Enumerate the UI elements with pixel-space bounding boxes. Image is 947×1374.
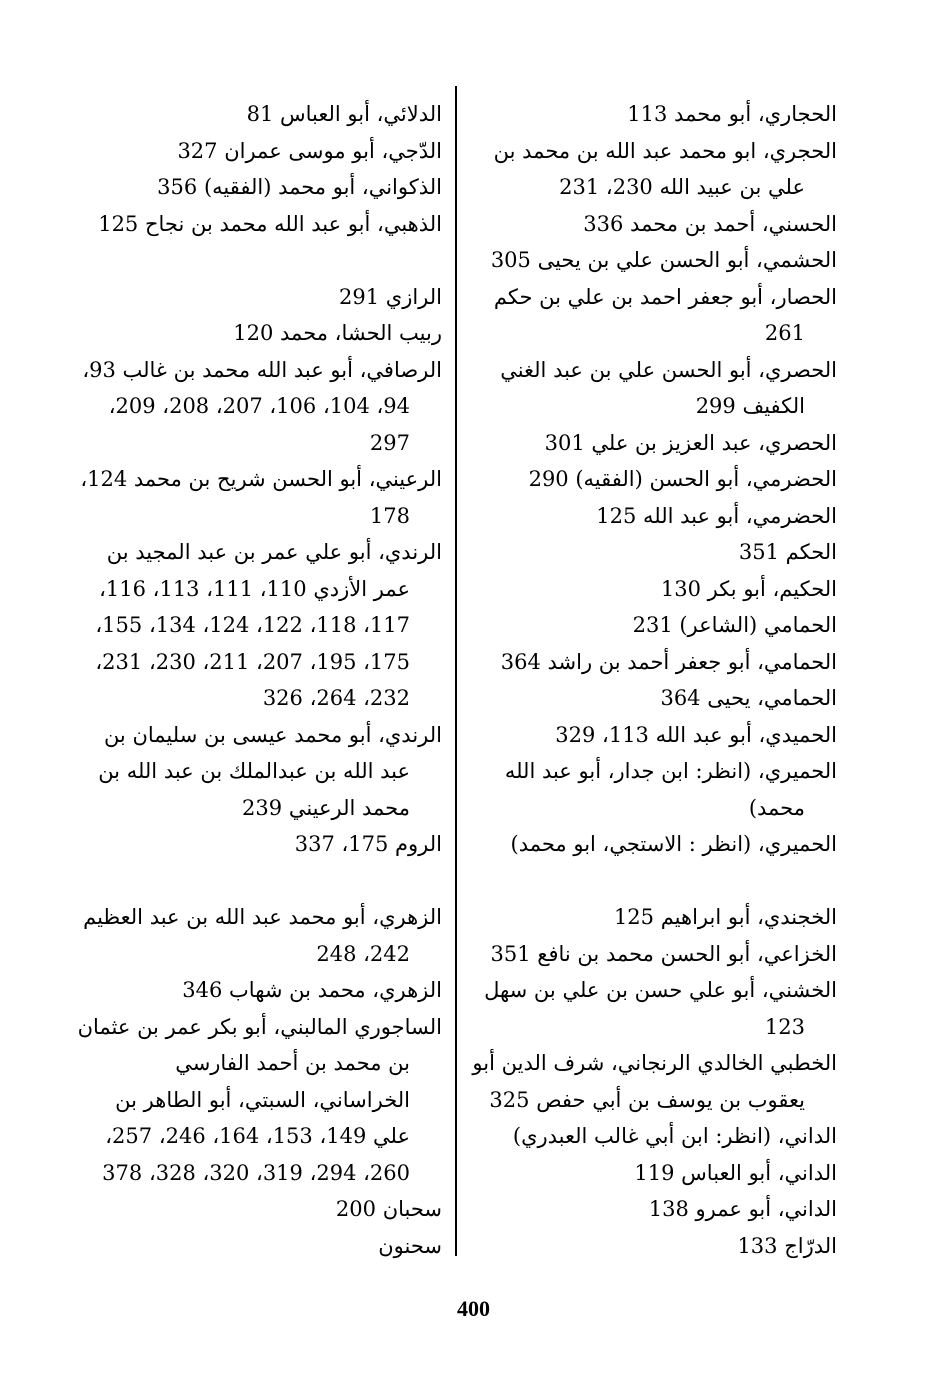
index-entry (57, 352, 442, 462)
entry-continuation-line: عبد الله بن عبدالملك بن عبد الله بن (98, 759, 410, 783)
page-number: 400 (457, 1296, 490, 1321)
entry-line: الداني، (انظر: ابن أبي غالب العبدري) (512, 1124, 837, 1148)
index-entry (452, 96, 837, 133)
entry-line: الحكم 351 (738, 540, 837, 564)
entry-line: الحميدي، أبو عبد الله 113، 329 (555, 722, 837, 747)
index-entry (452, 279, 837, 352)
entry-continuation-line: بن محمد بن أحمد الفارسي (175, 1051, 410, 1075)
entry-line: الحميري، (انظر : الاستجي، ابو محمد) (510, 832, 837, 856)
entry-line: الرصافي، أبو عبد الله محمد بن غالب 93، (82, 357, 442, 382)
entry-line: الداني، أبو عمرو 138 (648, 1197, 837, 1221)
entry-continuation-line: 178 (369, 503, 410, 528)
entry-line: الدلائي، أبو العباس 81 (246, 102, 442, 126)
entry-line: الحصري، عبد العزيز بن علي 301 (544, 430, 837, 455)
entry-continuation-line: 175، 195، 207، 211، 230، 231، (95, 649, 410, 674)
section-gap (57, 863, 442, 900)
entry-line: الساجوري المالبني، أبو بكر عمر بن عثمان (77, 1014, 442, 1039)
index-entry (57, 279, 442, 316)
entry-line: الحميري، (انظر: ابن جدار، أبو عبد الله (504, 759, 837, 783)
entry-line: الرندي، أبو محمد عيسى بن سليمان بن (103, 722, 442, 747)
index-entry (57, 315, 442, 352)
entry-continuation-line: 94، 104، 106، 207، 208، 209، (108, 394, 410, 418)
index-entry (57, 717, 442, 827)
index-entry (57, 1228, 442, 1265)
entry-line: الخجندي، أبو ابراهيم 125 (613, 905, 837, 929)
entry-continuation-line: علي 149، 153، 164، 246، 257، (105, 1124, 410, 1148)
entry-line: الدرّاج 133 (737, 1233, 837, 1258)
entry-line: الحضرمي، أبو الحسن (الفقيه) 290 (528, 467, 837, 491)
entry-continuation-line: يعقوب بن يوسف بن أبي حفص 325 (489, 1087, 805, 1112)
entry-continuation-line: الكفيف 299 (695, 394, 805, 418)
index-entry (57, 534, 442, 717)
index-entry (452, 352, 837, 425)
entry-line: الحضرمي، أبو عبد الله 125 (596, 503, 837, 528)
index-entry (452, 242, 837, 279)
entry-continuation-line: 260، 294، 319، 320، 328، 378 (102, 1160, 410, 1185)
entry-line: الحكيم، أبو بكر 130 (660, 576, 837, 601)
entry-line: الحصري، أبو الحسن علي بن عبد الغني (500, 357, 837, 382)
index-entry (57, 1009, 442, 1192)
index-entry (452, 826, 837, 863)
index-entry (452, 498, 837, 535)
index-entry (452, 607, 837, 644)
index-column-right (452, 96, 837, 1264)
index-entry (452, 133, 837, 206)
index-entry (452, 1155, 837, 1192)
index-entry (452, 1118, 837, 1155)
index-entry (452, 899, 837, 936)
entry-line: الحمامي (الشاعر) 231 (632, 613, 837, 637)
entry-line: سحنون (378, 1233, 442, 1258)
index-entry (452, 534, 837, 571)
entry-continuation-line: 232، 264، 326 (262, 686, 410, 710)
entry-continuation-line: محمد) (748, 795, 805, 820)
entry-line: الحصار، أبو جعفر احمد بن علي بن حكم (493, 284, 837, 309)
entry-continuation-line: عمر الأزدي 110، 111، 113، 116، (99, 576, 410, 601)
index-entry (452, 972, 837, 1045)
entry-line: الحجري، ابو محمد عبد الله بن محمد بن (493, 138, 837, 163)
column-divider (455, 86, 457, 1256)
entry-line: الداني، أبو العباس 119 (634, 1160, 837, 1185)
entry-line: الدّجي، أبو موسى عمران 327 (177, 138, 442, 163)
entry-line: الحمامي، يحيى 364 (660, 686, 837, 710)
index-entry (57, 133, 442, 170)
index-entry (57, 1191, 442, 1228)
index-entry (57, 169, 442, 206)
entry-line: الرعيني، أبو الحسن شريح بن محمد 124، (80, 467, 442, 491)
entry-line: الذكواني، أبو محمد (الفقيه) 356 (157, 175, 442, 199)
section-gap (57, 242, 442, 279)
entry-continuation-line: الخراساني، السبتي، أبو الطاهر بن (115, 1087, 410, 1112)
entry-line: الحسني، أحمد بن محمد 336 (583, 211, 837, 236)
index-entry (452, 1191, 837, 1228)
entry-line: الخطبي الخالدي الرنجاني، شرف الدين أبو (472, 1051, 837, 1075)
entry-continuation-line: محمد الرعيني 239 (242, 795, 410, 820)
entry-line: الروم 175، 337 (294, 832, 442, 856)
index-entry (57, 899, 442, 972)
entry-line: الخشني، أبو علي حسن بن علي بن سهل (484, 978, 837, 1002)
index-entry (452, 425, 837, 462)
entry-line: الرندي، أبو علي عمر بن عبد المجيد بن (106, 540, 442, 564)
index-entry (452, 1228, 837, 1265)
index-entry (452, 644, 837, 681)
entry-line: الذهبي، أبو عبد الله محمد بن نجاح 125 (98, 211, 442, 236)
index-column-left (57, 96, 442, 1264)
index-entry (452, 717, 837, 754)
entry-line: الزهري، محمد بن شهاب 346 (182, 978, 442, 1002)
entry-line: الخزاعي، أبو الحسن محمد بن نافع 351 (490, 941, 837, 966)
index-entry (452, 571, 837, 608)
index-entry (452, 680, 837, 717)
index-entry (452, 206, 837, 243)
entry-continuation-line: 117، 118، 122، 124، 134، 155، (95, 613, 410, 637)
index-entry (57, 96, 442, 133)
entry-line: الحجاري، أبو محمد 113 (627, 102, 837, 126)
index-entry (57, 826, 442, 863)
entry-line: الحشمي، أبو الحسن علي بن يحيى 305 (490, 248, 837, 272)
entry-continuation-line: 123 (764, 1014, 805, 1039)
entry-line: الحمامي، أبو جعفر أحمد بن راشد 364 (500, 649, 837, 674)
index-entry (452, 753, 837, 826)
entry-continuation-line: علي بن عبيد الله 230، 231 (559, 175, 805, 199)
entry-line: ربيب الحشا، محمد 120 (233, 321, 442, 345)
index-entry (452, 1045, 837, 1118)
index-entry (57, 206, 442, 243)
section-gap (452, 863, 837, 900)
entry-continuation-line: 297 (369, 430, 410, 455)
entry-line: الرازي 291 (338, 284, 442, 309)
entry-line: سحبان 200 (335, 1197, 442, 1221)
entry-line: الزهري، أبو محمد عبد الله بن عبد العظيم (83, 905, 442, 929)
index-entry (452, 461, 837, 498)
index-entry (452, 936, 837, 973)
index-entry (57, 972, 442, 1009)
entry-continuation-line: 242، 248 (316, 941, 410, 966)
entry-continuation-line: 261 (764, 321, 805, 345)
index-entry (57, 461, 442, 534)
